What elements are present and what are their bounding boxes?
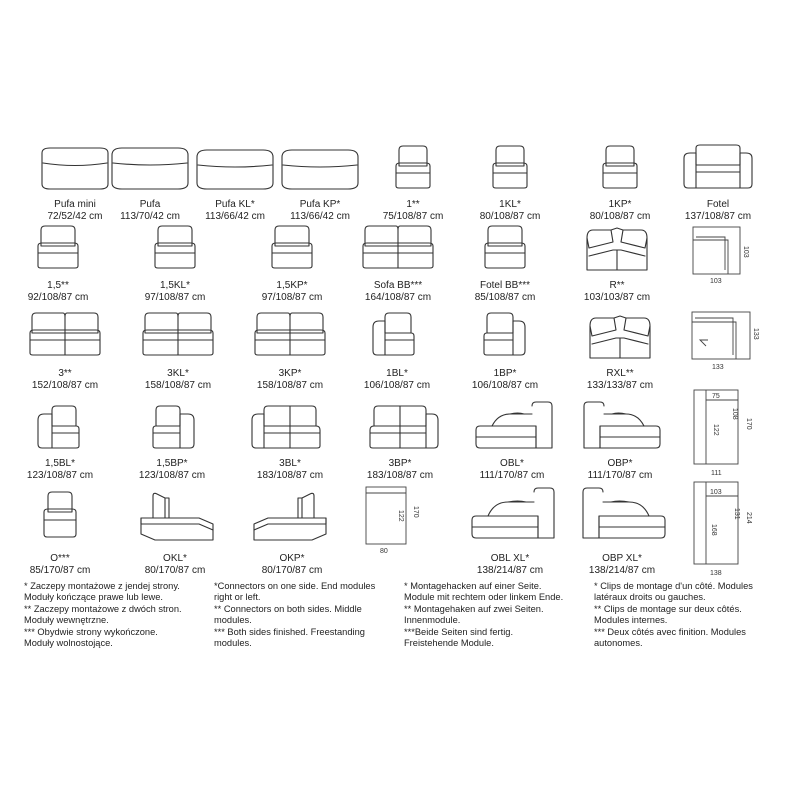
module-dims: 72/52/42 cm bbox=[47, 211, 103, 222]
note-line: right or left. bbox=[214, 592, 261, 603]
module-drawing-r bbox=[587, 228, 647, 270]
notes-french bbox=[594, 581, 753, 649]
module-dims: 80/108/87 cm bbox=[589, 211, 651, 222]
module-dims: 138/214/87 cm bbox=[588, 565, 656, 576]
plan-view-o bbox=[366, 487, 419, 555]
module-name: 3** bbox=[58, 368, 72, 379]
module-drawing-1-5kl bbox=[155, 226, 195, 268]
module-name: 1,5KP* bbox=[276, 280, 308, 291]
note-line: Modules internes. bbox=[594, 615, 668, 626]
notes-german bbox=[404, 581, 563, 649]
module-name: 3BP* bbox=[388, 458, 412, 469]
module-drawing-pufa bbox=[112, 148, 188, 189]
module-drawing-1-5 bbox=[38, 226, 78, 268]
module-dims: 106/108/87 cm bbox=[363, 380, 431, 391]
note-line: *Connectors on one side. End modules bbox=[214, 581, 376, 591]
module-dims: 113/70/42 cm bbox=[120, 211, 180, 222]
module-dims: 164/108/87 cm bbox=[364, 292, 432, 303]
module-drawing-obl-xl bbox=[472, 488, 554, 538]
module-dims: 80/170/87 cm bbox=[144, 565, 206, 576]
module-dims: 111/170/87 cm bbox=[479, 470, 545, 481]
module-dims: 183/108/87 cm bbox=[366, 470, 434, 481]
note-line: Moduły wolnostojące. bbox=[24, 638, 113, 649]
module-drawing-okp bbox=[254, 493, 326, 540]
module-name: 3BL* bbox=[279, 458, 301, 469]
note-line: Freistehende Module. bbox=[404, 638, 494, 649]
plan-view-rxl bbox=[692, 312, 759, 371]
module-dims: 183/108/87 cm bbox=[256, 470, 324, 481]
module-drawing-1 bbox=[396, 146, 430, 188]
module-name: 3KP* bbox=[278, 368, 302, 379]
module-name: Pufa KP* bbox=[299, 199, 341, 210]
module-drawing-o bbox=[44, 492, 76, 537]
plan-obp-width: 111 bbox=[711, 470, 722, 477]
module-name: OBP XL* bbox=[602, 553, 642, 564]
note-line: Moduły kończące prawe lub lewe. bbox=[24, 592, 164, 603]
module-dims: 152/108/87 cm bbox=[31, 380, 99, 391]
module-drawing-3bp bbox=[370, 406, 438, 448]
plan-obxl-top: 103 bbox=[710, 489, 722, 496]
module-name: Pufa mini bbox=[54, 199, 96, 210]
module-drawing-1kl bbox=[493, 146, 527, 188]
plan-obxl-depth: 214 bbox=[745, 512, 752, 524]
note-line: *** Both sides finished. Freestanding bbox=[214, 626, 365, 637]
plan-obp-inner: 122 bbox=[712, 424, 719, 436]
module-dims: 92/108/87 cm bbox=[27, 292, 89, 303]
module-drawing-3bl bbox=[252, 406, 320, 448]
note-line: Module mit rechtem oder linkem Ende. bbox=[404, 592, 564, 603]
module-dims: 113/66/42 cm bbox=[205, 211, 265, 222]
note-line: * Zaczepy montażowe z jendej strony. bbox=[24, 581, 180, 591]
module-drawing-obl bbox=[476, 402, 552, 448]
module-name: OKL* bbox=[163, 553, 187, 564]
module-dims: 113/66/42 cm bbox=[290, 211, 350, 222]
plan-o-width: 80 bbox=[380, 548, 388, 555]
plan-view-obxl bbox=[694, 482, 752, 577]
plan-o-depth: 170 bbox=[412, 506, 419, 518]
module-drawing-obp-xl bbox=[583, 488, 665, 538]
module-dims: 85/170/87 cm bbox=[29, 565, 91, 576]
module-name: R** bbox=[609, 280, 625, 291]
module-name: OBL XL* bbox=[490, 553, 530, 564]
plan-obp-depth: 170 bbox=[745, 418, 752, 430]
module-dims: 103/103/87 cm bbox=[583, 292, 651, 303]
module-drawing-fotel bbox=[684, 145, 752, 188]
module-dims: 85/108/87 cm bbox=[474, 292, 536, 303]
module-name: O*** bbox=[50, 553, 70, 564]
module-dims: 106/108/87 cm bbox=[471, 380, 539, 391]
module-drawing-3 bbox=[30, 313, 100, 355]
note-line: modules. bbox=[214, 615, 252, 626]
module-name: 1,5KL* bbox=[159, 280, 191, 291]
module-drawing-1bp bbox=[484, 313, 525, 355]
module-drawing-1-5kp bbox=[272, 226, 312, 268]
module-dims: 138/214/87 cm bbox=[476, 565, 544, 576]
module-name: 1BL* bbox=[386, 368, 408, 379]
note-line: * Montagehacken auf einer Seite. bbox=[404, 581, 542, 591]
module-drawing-1-5bl bbox=[38, 406, 79, 448]
note-line: latéraux droits ou gauches. bbox=[594, 592, 706, 603]
notes-polish bbox=[24, 581, 182, 649]
note-line: ** Montagehaken auf zwei Seiten. bbox=[404, 603, 544, 614]
module-drawing-1kp bbox=[603, 146, 637, 188]
module-drawing-1bl bbox=[373, 313, 414, 355]
plan-view-r bbox=[693, 227, 749, 285]
plan-obxl-mid: 131 bbox=[733, 508, 740, 520]
module-dims: 158/108/87 cm bbox=[144, 380, 212, 391]
module-drawing-pufa-kl bbox=[197, 150, 273, 189]
module-name: 1,5** bbox=[47, 280, 69, 291]
note-line: modules. bbox=[214, 638, 252, 649]
plan-obxl-inner: 168 bbox=[710, 524, 717, 536]
plan-rxl-width: 133 bbox=[712, 364, 724, 371]
note-line: Innenmodule. bbox=[404, 615, 461, 626]
module-dims: 80/170/87 cm bbox=[261, 565, 323, 576]
module-name: 1,5BL* bbox=[44, 458, 76, 469]
module-name: 1** bbox=[406, 199, 420, 210]
note-line: Moduły wewnętrzne. bbox=[24, 615, 109, 626]
module-dims: 97/108/87 cm bbox=[261, 292, 323, 303]
module-name: 3KL* bbox=[167, 368, 189, 379]
module-name: OBP* bbox=[607, 458, 633, 469]
plan-rxl-side: 133 bbox=[752, 328, 759, 340]
plan-obp-mid: 108 bbox=[731, 408, 738, 420]
module-dims: 158/108/87 cm bbox=[256, 380, 324, 391]
module-dims: 111/170/87 cm bbox=[587, 470, 653, 481]
module-dims: 123/108/87 cm bbox=[26, 470, 94, 481]
module-dims: 123/108/87 cm bbox=[138, 470, 206, 481]
module-drawing-pufa-mini bbox=[42, 148, 108, 189]
plan-o-inner: 122 bbox=[397, 510, 404, 522]
module-dims: 97/108/87 cm bbox=[144, 292, 206, 303]
module-drawing-sofa-bb bbox=[363, 226, 433, 268]
note-line: *** Deux côtés avec finition. Modules bbox=[594, 626, 746, 637]
module-drawing-1-5bp bbox=[153, 406, 194, 448]
module-dims: 133/133/87 cm bbox=[586, 380, 654, 391]
module-dims: 137/108/87 cm bbox=[684, 211, 752, 222]
plan-obxl-width: 138 bbox=[710, 570, 722, 577]
notes-english bbox=[214, 581, 375, 649]
module-name: Pufa bbox=[139, 199, 161, 210]
module-name: RXL** bbox=[606, 368, 634, 379]
module-drawing-rxl bbox=[590, 316, 650, 358]
module-name: OBL* bbox=[500, 458, 524, 469]
plan-r-side: 103 bbox=[742, 246, 749, 258]
module-name: 1KP* bbox=[608, 199, 632, 210]
module-drawing-okl bbox=[141, 493, 213, 540]
note-line: ** Connectors on both sides. Middle bbox=[214, 603, 362, 614]
note-line: autonomes. bbox=[594, 638, 643, 649]
module-drawing-3kl bbox=[143, 313, 213, 355]
module-dims: 75/108/87 cm bbox=[382, 211, 444, 222]
module-name: OKP* bbox=[279, 553, 305, 564]
module-name: 1BP* bbox=[493, 368, 517, 379]
module-drawing-pufa-kp bbox=[282, 150, 358, 189]
plan-obp-top: 75 bbox=[712, 393, 720, 400]
note-line: ***Beide Seiten sind fertig. bbox=[404, 626, 514, 637]
module-drawing-fotel-bb bbox=[485, 226, 525, 268]
module-name: Sofa BB*** bbox=[373, 280, 423, 291]
module-drawing-obp bbox=[584, 402, 660, 448]
plan-r-width: 103 bbox=[710, 278, 722, 285]
module-name: 1KL* bbox=[499, 199, 521, 210]
module-drawing-3kp bbox=[255, 313, 325, 355]
note-line: *** Obydwie strony wykończone. bbox=[24, 626, 158, 637]
note-line: * Clips de montage d'un côté. Modules bbox=[594, 581, 753, 591]
note-line: ** Zaczepy montażowe z dwóch stron. bbox=[24, 603, 182, 614]
module-name: Pufa KL* bbox=[215, 199, 255, 210]
module-name: 1,5BP* bbox=[156, 458, 188, 469]
module-name: Fotel bbox=[706, 199, 730, 210]
note-line: ** Clips de montage sur deux côtés. bbox=[594, 603, 742, 614]
module-dims: 80/108/87 cm bbox=[479, 211, 541, 222]
module-name: Fotel BB*** bbox=[479, 280, 531, 291]
plan-view-obp bbox=[694, 390, 752, 477]
